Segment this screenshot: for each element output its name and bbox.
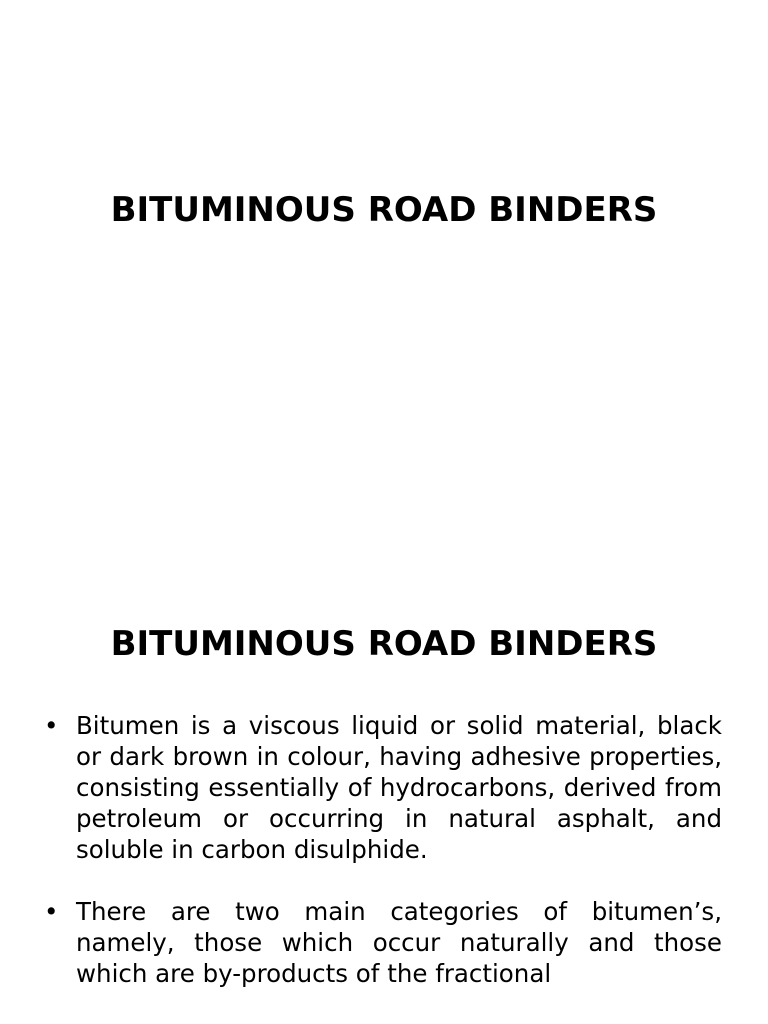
slide-title: BITUMINOUS ROAD BINDERS	[110, 624, 658, 664]
bullet-text: Bitumen is a viscous liquid or solid material, black or dark brown in colour, having adhesive properties, consisting essentially of hydrocarbons, derived from petroleum or occurring in natural asphalt, and soluble in carbon disulphide.	[76, 711, 722, 864]
bullet-marker-icon: •	[44, 897, 59, 926]
bullet-item	[44, 710, 722, 865]
slide-title: BITUMINOUS ROAD BINDERS	[110, 190, 658, 230]
bullet-marker-icon: •	[44, 711, 59, 740]
content-slide	[0, 576, 768, 1024]
bullet-text: There are two main categories of bitumen’s, namely, those which occur naturally and those which are by-products of the fractional	[76, 897, 722, 988]
bullet-item	[44, 896, 722, 989]
bullet-list	[44, 710, 722, 1020]
